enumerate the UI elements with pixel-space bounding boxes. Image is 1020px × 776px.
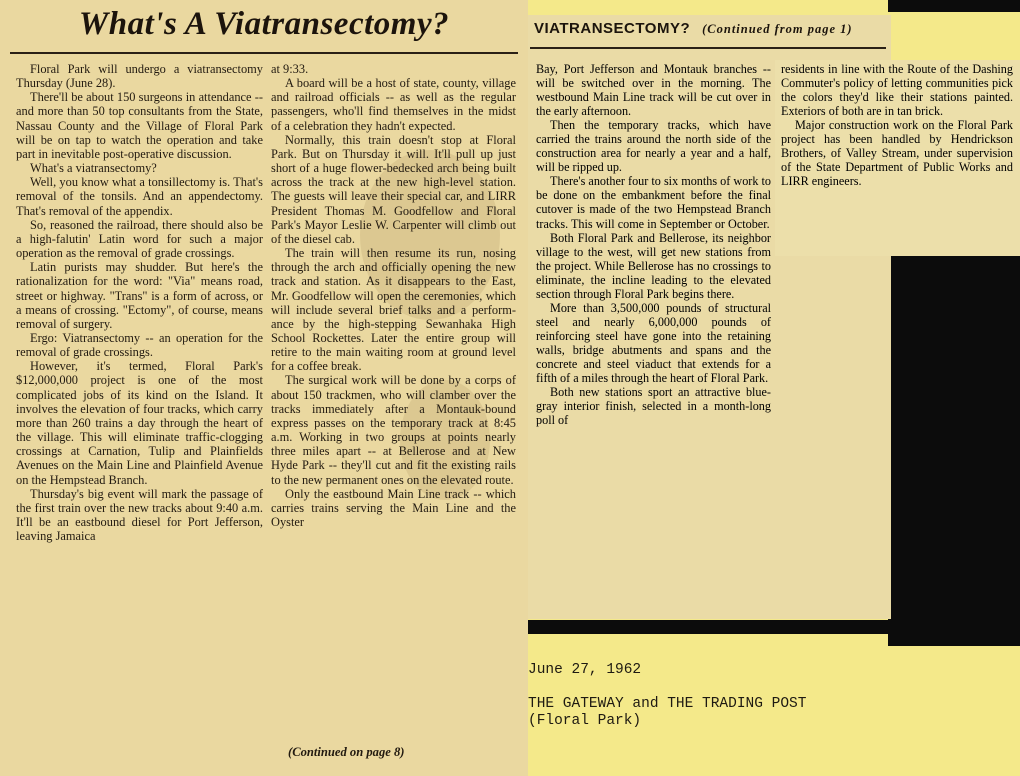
paragraph: Normally, this train doesn't stop at Floral Park. But on Thursday it will. It'll pull up just short of a huge flower-bedecked arch being built across the track at the new high-level station. The guests will leave their special car, and LIRR President Thomas M. Goodfellow and Floral Park's Mayor Leslie W. Carpenter will climb out of the diesel cab. <box>271 132 516 246</box>
paragraph: Thursday's big event will mark the passage of the first train over the new tracks about 9:40 a.m. It'll be an eastbound diesel for Port Jefferson, leaving Jamaica <box>16 486 263 544</box>
paragraph: What's a viatransectomy? <box>30 161 157 176</box>
headline: What's A Viatransectomy? <box>78 6 450 42</box>
black-backing-top <box>888 0 1020 12</box>
paragraph: Then the temporary tracks, which have carried the trains around the north side of the construction area for nearly a year and a half, will be ripped up. <box>536 118 771 175</box>
paragraph: at 9:33. <box>271 62 309 76</box>
paragraph: The train will then resume its run, nosing through the arch and officially opening the new track and station. As it disappears to the East, Mr. Goodfellow will open the ceremonies, which will include several brief talks and a performance by the high-stepping Sewanhaka High School Rockettes. Later the entire group will retire to the main waiting room at ground level for a coffee break. <box>271 246 516 374</box>
continuation-header <box>534 20 884 37</box>
paragraph: Well, you know what a tonsillectomy is. That's removal of the tonsils. And an appendectomy. That's removal of the appendix. <box>16 175 263 218</box>
article-column-4 <box>781 62 1013 188</box>
typed-source-line: THE GATEWAY and THE TRADING POST <box>528 696 807 712</box>
paragraph: A board will be a host of state, county, village and railroad officials -- as well as the regular passengers, who'll find themselves in the midst of a celebration they hadn't expected. <box>271 76 516 133</box>
paragraph: There's another four to six months of work to be done on the embankment before the final cutover is made of the two Hempstead Branch tracks. This will come in September or October. <box>536 174 771 231</box>
continued-from-note: (Continued from page 1) <box>702 22 853 36</box>
typed-date: June 27, 1962 <box>528 662 642 678</box>
black-backing-bottom <box>528 620 1020 634</box>
paragraph: More than 3,500,000 pounds of structural steel and nearly 6,000,000 pounds of reinforcing steel have gone into the retaining walls, bridge abutments and spans and the concrete and steel viaduct that extends for a fifth of a miles through the heart of Floral Park. <box>536 300 771 386</box>
paragraph: Major construction work on the Floral Park project has been handled by Hendrickson Brothers, of Valley Stream, under supervision of the State Department of Public Works and LIRR engineers. <box>781 118 1013 189</box>
paragraph: The surgical work will be done by a corps of about 150 trackmen, who will clamber over the tracks immediately after a Montauk-bound express passes on the temporary track at 8:45 a.m. Working in two groups at points nearly three miles apart -- at Bellerose and at New Hyde Park -- they'll cut and fit the existing rails to the new permanent ones on the elevated route. <box>271 373 516 487</box>
article-column-2 <box>271 62 516 529</box>
paragraph: residents in line with the Route of the Dashing Commuter's policy of letting communities pick the colors they'd like their stations painted. Exteriors of both are in tan brick. <box>781 62 1013 119</box>
paragraph: Floral Park will undergo a viatransectomy Thursday (June 28). <box>16 62 263 91</box>
typed-source-line: (Floral Park) <box>528 713 642 729</box>
continuation-rule <box>530 47 886 49</box>
continuation-title: VIATRANSECTOMY? <box>534 20 691 37</box>
paragraph: Latin purists may shudder. But here's the rationalization for the word: "Via" means road, street or highway. "Trans" is a form of across, or a means of crossing. "Ectomy", of course, means removal of surgery. <box>16 260 263 331</box>
paragraph: There'll be about 150 surgeons in attendance -- and more than 50 top consultants from the State, Nassau County and the Village of Floral Park will be on tap to watch the operation and take part in inevitable post-operative discussion. <box>16 90 263 161</box>
paragraph: Bay, Port Jefferson and Montauk branches -- will be switched over in the morning. The westbound Main Line track will be cut over in the early afternoon. <box>536 62 771 119</box>
typed-source-note <box>528 662 806 730</box>
headline-rule <box>10 52 518 54</box>
paragraph: However, it's termed, Floral Park's $12,000,000 project is one of the most complicated jobs of its kind on the Island. It involves the elevation of four tracks, which carry more than 260 trains a day through the heart of the village. This will eliminate traffic-clogging crossings at Carnation, Tulip and Plainfields Avenues on the Main Line and Plainfield Avenue on the Hempstead Branch. <box>16 359 263 487</box>
paragraph: Ergo: Viatransectomy -- an operation for the removal of grade crossings. <box>16 330 263 360</box>
paragraph: So, reasoned the railroad, there should also be a high-falutin' Latin word for such a major operation as the removal of grade crossings. <box>16 217 263 261</box>
spacer <box>528 679 806 696</box>
paragraph: Only the eastbound Main Line track -- which carries trains serving the Main Line and the Oyster <box>271 486 516 529</box>
black-backing-right <box>888 256 1020 646</box>
paragraph: Both new stations sport an attractive blue-gray interior finish, selected in a month-long poll of <box>536 385 771 428</box>
paragraph: Both Floral Park and Bellerose, its neighbor village to the west, will get new stations from the project. While Bellerose has no crossings to eliminate, the incline leading to the elevated section through Floral Park begins there. <box>536 230 771 301</box>
article-column-1 <box>16 62 263 543</box>
article-column-3 <box>536 62 771 427</box>
continued-on-note: (Continued on page 8) <box>288 745 405 759</box>
